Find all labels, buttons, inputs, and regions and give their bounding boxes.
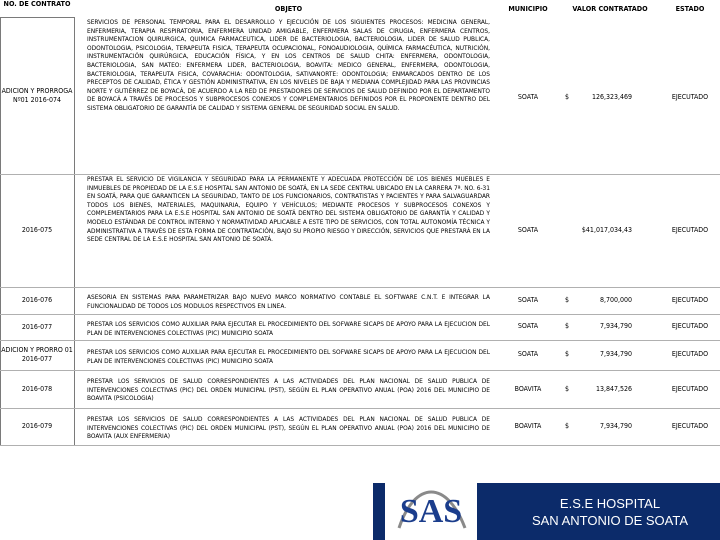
contract-status: EJECUTADO xyxy=(671,296,709,304)
banner-line-2: SAN ANTONIO DE SOATA xyxy=(531,513,689,528)
contract-value: 13,847,526 xyxy=(595,385,632,393)
header-municipio: MUNICIPIO xyxy=(508,4,548,13)
contract-value: 7,934,790 xyxy=(599,322,632,330)
contract-object: PRESTAR LOS SERVICIOS COMO AUXILIAR PARA EJECUTAR EL PROCEDIMIENTO DEL SOFWARE SICAPS DE APOYO PARA LA EJECUCION DEL PLAN DE INTERVENCIONES COLECTIVAS (PIC) MUNICIPIO SOATA xyxy=(87,348,490,365)
contract-municipio: SOATA xyxy=(517,93,539,101)
contract-status: EJECUTADO xyxy=(671,350,709,358)
banner-title xyxy=(510,495,710,529)
contract-municipio: BOAVITA xyxy=(514,422,542,430)
contract-municipio: BOAVITA xyxy=(514,385,542,393)
contract-object: PRESTAR LOS SERVICIOS COMO AUXILIAR PARA EJECUTAR EL PROCEDIMIENTO DEL SOFWARE SICAPS DE APOYO PARA LA EJECUCION DEL PLAN DE INTERVENCIONES COLECTIVAS (PIC) MUNICIPIO SOATA xyxy=(87,320,490,337)
contract-object: PRESTAR LOS SERVICIOS DE SALUD CORRESPONDIENTES A LAS ACTIVIDADES DEL PLAN NACIONAL DE SALUD PUBLICA DE INTERVENCIONES COLECTIVAS (PIC) DEL ORDEN MUNICIPAL (PST), SEGÚN EL PLAN OPERATIVO ANUAL (POA) 2016 DEL MUNICIPIO DE BOAVITA (PSICOLOGIA) xyxy=(87,377,490,403)
contract-status: EJECUTADO xyxy=(671,385,709,393)
header-no-contrato: NO. DE CONTRATO xyxy=(3,0,71,8)
contract-value: 126,323,469 xyxy=(591,93,632,101)
contract-value: $41,017,034,43 xyxy=(581,226,632,234)
contract-number: 2016-077 xyxy=(21,322,53,331)
currency-symbol: $ xyxy=(565,296,570,304)
row-divider xyxy=(0,445,720,446)
header-estado: ESTADO xyxy=(675,4,705,13)
contract-value: 7,934,790 xyxy=(599,422,632,430)
contract-status: EJECUTADO xyxy=(671,322,709,330)
contract-number: 2016-076 xyxy=(21,296,53,304)
currency-symbol: $ xyxy=(565,322,570,330)
contract-object: ASESORIA EN SISTEMAS PARA PARAMETRIZAR BAJO NUEVO MARCO NORMATIVO CONTABLE EL SOFTWARE C.N.T. E INTEGRAR LA FUNCIONALIDAD DE TODOS LOS MODULOS RESPECTIVOS EN LINEA. xyxy=(87,293,490,310)
column-divider xyxy=(74,17,75,445)
contract-number: ADICION Y PRORRO 01 2016-077 xyxy=(1,346,73,363)
logo-letters: SAS xyxy=(399,493,463,530)
contract-number: 2016-075 xyxy=(21,226,53,234)
hospital-logo xyxy=(385,470,477,540)
row-divider xyxy=(0,370,720,371)
contract-number: 2016-078 xyxy=(21,384,53,393)
contract-number: 2016-079 xyxy=(21,422,53,430)
contract-municipio: SOATA xyxy=(517,322,539,330)
row-divider xyxy=(0,314,720,315)
contract-municipio: SOATA xyxy=(517,350,539,358)
contract-object: PRESTAR LOS SERVICIOS DE SALUD CORRESPONDIENTES A LAS ACTIVIDADES DEL PLAN NACIONAL DE SALUD PUBLICA DE INTERVENCIONES COLECTIVAS (PIC) DEL ORDEN MUNICIPAL (PST), SEGÚN EL PLAN OPERATIVO ANUAL (POA) 2016 DEL MUNICIPIO DE BOAVITA (AUX ENFERMERIA) xyxy=(87,415,490,441)
contract-status: EJECUTADO xyxy=(671,422,709,430)
contract-value: 8,700,000 xyxy=(599,296,632,304)
contract-object: SERVICIOS DE PERSONAL TEMPORAL PARA EL DESARROLLO Y EJECUCIÓN DE LOS SIGUIENTES PROCESOS: MEDICINA GENERAL, ENFERMERIA, TERAPIA RESPIRATORIA, ENFERMERA UNIDAD AMIGABLE, ENFERMERA SALAS DE CIRUGIA, ENFERMERA CENTROS, INSTRUMENTACION QUIRURGICA, QUIMICA FARMACEUTICA, LIDER DE BACTERIOLOGIA, BACTERIOLOGIA, LIDER DE SALUD PUBLICA, ODONTOLOGIA, PSICOLOGIA, TERAPEUTA FISICA, TERAPEUTA OCUPACIONAL, FONOAUDIOLOGIA, QUÍMICA FARMACÉUTICA, NUTRICIÓN, INSTRUMENTACIÓN QUIRÚRGICA, EDUCACIÓN FÍSICA, Y EN LOS CENTROS DE SALUD CHITA: ENFERMERA, ODONTOLOGIA, BACTERIOLOGIA, SAN MATEO: ENFERMERA LIDER, BACTERIOLOGIA, BOAVITA: MEDICO GENERAL, ENFERMERA, ODONTOLOGIA, BACTERIOLOGIA, TERAPEUTA FISICA, COVARACHIA: ODONTOLOGIA, SATIVANORTE: ODONTOLOGIA; ENMARCADOS DENTRO DE LOS PRECEPTOS DE CALIDAD, ÉTICA Y GESTIÓN ADMINISTRATIVA, EN LOS NIVELES DE BAJA Y MEDIANA COMPLEJIDAD PARA LAS PROVINCIAS NORTE Y GUTIÉRREZ DE BOYACÁ, DE ACUERDO A LA RED DE PRESTADORES DE SERVICIOS DE SALUD DEFINIDO POR EL DEPARTAMENTO DE BOYACÁ A TRAVÉS DE PROCESOS Y SUBPROCESOS CONEXOS Y COMPLEMENTARIOS DEFINIDOS POR EL PROPONENTE DENTRO DEL SISTEMA OBLIGATORIO DE GARANTÍA DE CALIDAD Y SISTEMA GENERAL DE SEGURIDAD SOCIAL EN SALUD. xyxy=(87,18,490,112)
contract-municipio: SOATA xyxy=(517,296,539,304)
currency-symbol: $ xyxy=(565,93,570,101)
header-objeto: OBJETO xyxy=(274,4,303,13)
contract-number: ADICION Y PRORROGA Nº01 2016-074 xyxy=(1,86,73,104)
row-divider xyxy=(0,287,720,288)
banner-line-1: E.S.E HOSPITAL xyxy=(559,496,661,511)
contract-status: EJECUTADO xyxy=(671,93,709,101)
currency-symbol: $ xyxy=(565,350,570,358)
header-valor-contratado: VALOR CONTRATADO xyxy=(572,4,648,13)
contract-municipio: SOATA xyxy=(517,226,539,234)
contract-status: EJECUTADO xyxy=(671,226,709,234)
currency-symbol: $ xyxy=(565,385,570,393)
contract-object: PRESTAR EL SERVICIO DE VIGILANCIA Y SEGURIDAD PARA LA PERMANENTE Y ADECUADA PROTECCIÓN DE LOS BIENES MUEBLES E INMUEBLES DE PROPIEDAD DE LA E.S.E HOSPITAL SAN ANTONIO DE SOATÁ, EN LA SEDE CENTRAL UBICADO EN LA CARRERA 7ª. NO. 6-31 EN SOATÁ, PARA QUE GARANTICEN LA SEGURIDAD, TANTO DE LOS FUNCIONARIOS, CONTRATISTAS Y PACIENTES Y PARA SALVAGUARDAR TODOS LOS BIENES, MATERIALES, MAQUINARIA, EQUIPO Y VEHÍCULOS; MEDIANTE PROCESOS Y SUBPROCESOS CONEXOS Y COMPLEMENTARIOS PARA LA E.S.E HOSPITAL SAN ANTONIO DE SOATÁ DENTRO DEL SISTEMA OBLIGATORIO DE GARANTÍA Y CALIDAD Y MODELO ESTÁNDAR DE CONTROL INTERNO Y NORMATIVIDAD APLICABLE A ESTE TIPO DE SERVICIOS, CON TOTAL AUTONOMÍA TÉCNICA Y ADMINISTRATIVA A TRAVÉS DE ESTA FORMA DE CONTRATACIÓN, BAJO SU PROPIO RIESGO Y DIRECCIÓN, SERVICIOS QUE PRESTARÁ EN LA SEDE CENTRAL DE LA E.S.E HOSPITAL SAN ANTONIO DE SOATÁ. xyxy=(87,175,490,244)
currency-symbol: $ xyxy=(565,422,570,430)
row-divider xyxy=(0,340,720,341)
contract-value: 7,934,790 xyxy=(599,350,632,358)
row-divider xyxy=(0,408,720,409)
